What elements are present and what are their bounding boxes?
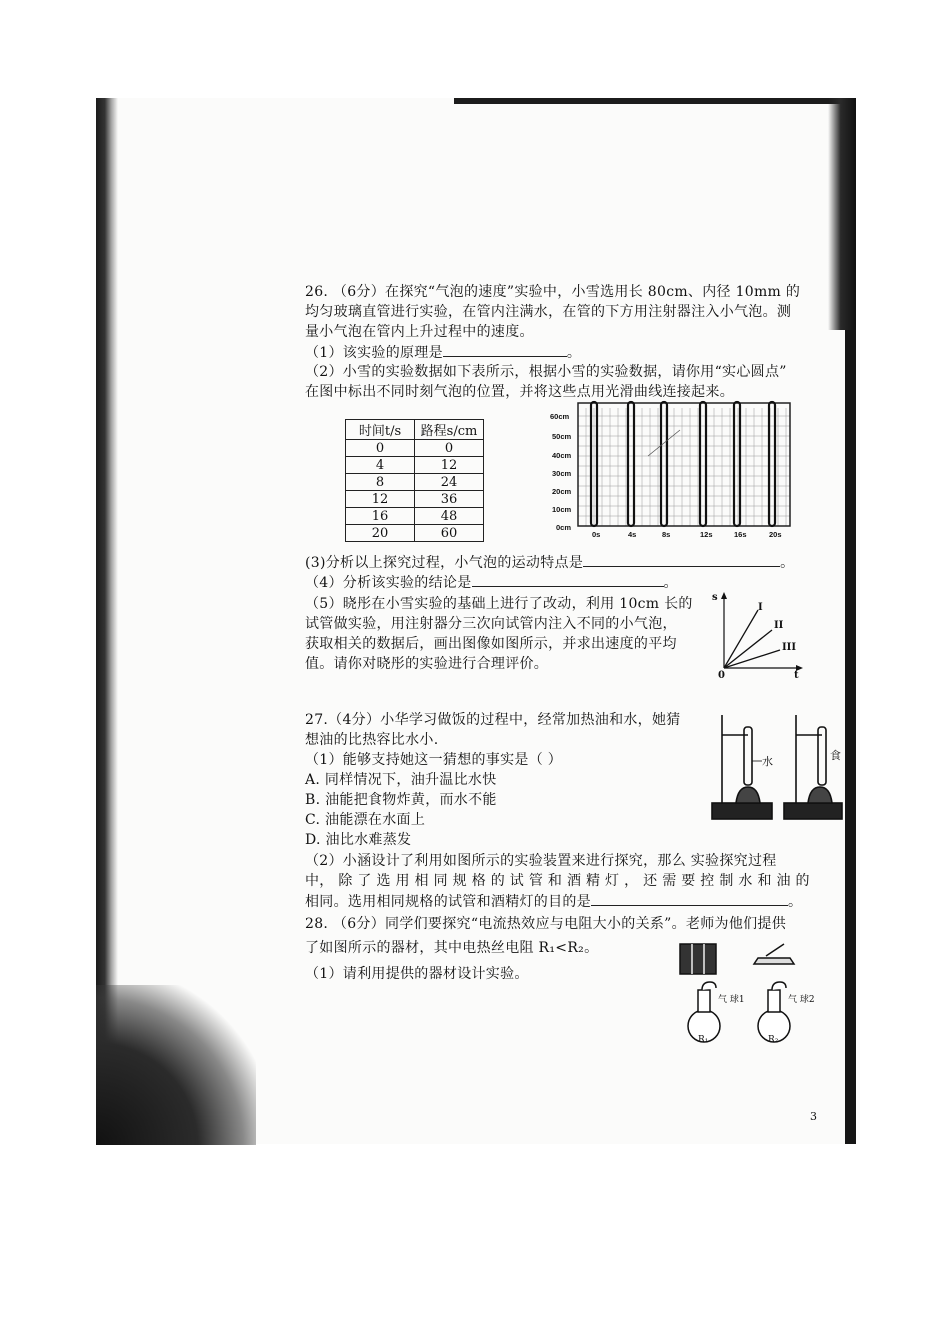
x-tick-label: 0s (592, 530, 601, 539)
x-tick-label: 12s (700, 530, 713, 539)
answer-blank[interactable] (591, 891, 788, 906)
switch-icon (754, 958, 794, 964)
q26-part5a: （5）晓彤在小雪实验的基础上进行了改动，利用 10cm 长的 (305, 596, 693, 612)
q26-part3 (305, 552, 794, 573)
q27-part2c-text: 相同。选用相同规格的试管和酒精灯的目的是 (305, 894, 591, 910)
table-cell: 20 (346, 525, 415, 542)
table-row (346, 457, 484, 474)
q27-option-a: A. 同样情况下，油升温比水快 (305, 772, 497, 788)
answer-blank[interactable] (472, 572, 664, 587)
graph-line-2 (724, 630, 772, 668)
q26-part2a: （2）小雪的实验数据如下表所示，根据小雪的实验数据，请你用“实心圆点” (305, 364, 787, 380)
x-tick-label: 8s (662, 530, 671, 539)
x-tick-label: 20s (769, 530, 782, 539)
y-tick-label: 0cm (556, 523, 572, 532)
table-cell: 0 (415, 440, 484, 457)
scan-corner-blot (96, 985, 256, 1145)
q26-part3-end: 。 (780, 555, 795, 571)
s-t-graph (708, 588, 808, 680)
q26-line3: 量小气泡在管内上升过程中的速度。 (305, 324, 534, 340)
table-header-distance: 路程s/cm (415, 420, 484, 440)
q28-line2: 了如图所示的器材，其中电热丝电阻 R₁<R₂。 (305, 940, 599, 956)
q26-part2b: 在图中标出不同时刻气泡的位置，并将这些点用光滑曲线连接起来。 (305, 384, 734, 400)
table-cell: 12 (415, 457, 484, 474)
y-tick-label: 60cm (550, 412, 570, 421)
q27-part2c-end: 。 (788, 894, 803, 910)
q26-part4-end: 。 (663, 575, 678, 591)
y-tick-label: 50cm (552, 432, 572, 441)
table-cell: 12 (346, 491, 415, 508)
answer-blank[interactable] (443, 342, 567, 357)
table-row (346, 440, 484, 457)
table-cell: 60 (415, 525, 484, 542)
table-cell: 16 (346, 508, 415, 525)
table-row (346, 508, 484, 525)
oil-label: 食 (830, 749, 841, 762)
scan-right-edge (845, 330, 856, 1144)
balloon-1-label: 气 球1 (718, 995, 745, 1005)
resistor-2-label: R₂ (768, 1035, 779, 1045)
q26-part1-text: （1）该实验的原理是 (305, 345, 443, 361)
q27-part2a: （2）小涵设计了利用如图所示的实验装置来进行探究，那么 实验探究过程 (305, 853, 777, 869)
table-cell: 36 (415, 491, 484, 508)
q27-option-d: D. 油比水难蒸发 (305, 832, 412, 848)
electrical-apparatus-figure (670, 930, 820, 1058)
q26-part5c: 获取相关的数据后，画出图像如图所示，并求出速度的平均 (305, 636, 677, 652)
table-cell: 48 (415, 508, 484, 525)
table-header-time: 时间t/s (346, 420, 415, 440)
q27-option-b: B. 油能把食物炸黄，而水不能 (305, 792, 497, 808)
q26-part1-end: 。 (566, 345, 582, 361)
x-tick-label: 16s (734, 530, 747, 539)
q26-part4-text: （4）分析该实验的结论是 (305, 575, 472, 591)
y-tick-label: 30cm (552, 469, 572, 478)
q26-part5d: 值。请你对晓彤的实验进行合理评价。 (305, 656, 549, 672)
scan-right-shadow (828, 98, 856, 330)
table-cell: 24 (415, 474, 484, 491)
graph-label-3: III (782, 642, 797, 653)
q27-part2b: 中， 除 了 选 用 相 同 规 格 的 试 管 和 酒 精 灯 ， 还 需 要 控 制 水 和 油 的 (305, 873, 810, 889)
data-table (345, 419, 484, 542)
q28-part1: （1）请利用提供的器材设计实验。 (305, 966, 529, 982)
graph-origin: 0 (718, 670, 725, 680)
y-tick-label: 10cm (552, 505, 572, 514)
graph-label-2: II (774, 620, 784, 631)
q28-line1: 28. （6分）同学们要探究“电流热效应与电阻大小的关系”。老师为他们提供 (305, 916, 787, 932)
q27-part1: （1）能够支持她这一猜想的事实是（ ） (305, 752, 563, 768)
q27-part2c (305, 891, 802, 912)
q26-line2: 均匀玻璃直管进行实验，在管内注满水，在管的下方用注射器注入小气泡。测 (305, 304, 792, 320)
scan-top-edge (454, 98, 856, 104)
resistor-1-label: R₁ (698, 1035, 709, 1045)
table-cell: 4 (346, 457, 415, 474)
table-row (346, 525, 484, 542)
q26-part5b: 试管做实验，用注射器分三次向试管内注入不同的小气泡， (305, 616, 677, 632)
q27-line1: 27.（4分）小华学习做饭的过程中，经常加热油和水，她猜 (305, 712, 681, 728)
q27-line2: 想油的比热容比水小. (305, 732, 439, 748)
answer-blank[interactable] (583, 552, 780, 567)
balloon-2-label: 气 球2 (788, 995, 815, 1005)
y-tick-label: 20cm (552, 487, 572, 496)
page-number: 3 (810, 1110, 817, 1123)
graph-axis-t: t (794, 670, 799, 680)
bubble-tube-figure (548, 398, 798, 543)
heating-apparatus-figure (708, 705, 844, 825)
y-tick-label: 40cm (552, 451, 572, 460)
table-cell: 0 (346, 440, 415, 457)
q26-part4 (305, 572, 678, 593)
table-row (346, 474, 484, 491)
q27-option-c: C. 油能漂在水面上 (305, 812, 426, 828)
water-label: 水 (762, 755, 773, 768)
q26-part1 (305, 342, 581, 363)
table-cell: 8 (346, 474, 415, 491)
q26-line1: 26. （6分）在探究“气泡的速度”实验中，小雪选用长 80cm、内径 10mm 的 (305, 284, 801, 300)
table-row (346, 491, 484, 508)
battery-icon (680, 944, 716, 974)
graph-axis-s: s (712, 592, 718, 603)
q26-part3-text: (3)分析以上探究过程，小气泡的运动特点是 (305, 555, 584, 571)
x-tick-label: 4s (628, 530, 637, 539)
graph-label-1: I (758, 602, 763, 613)
